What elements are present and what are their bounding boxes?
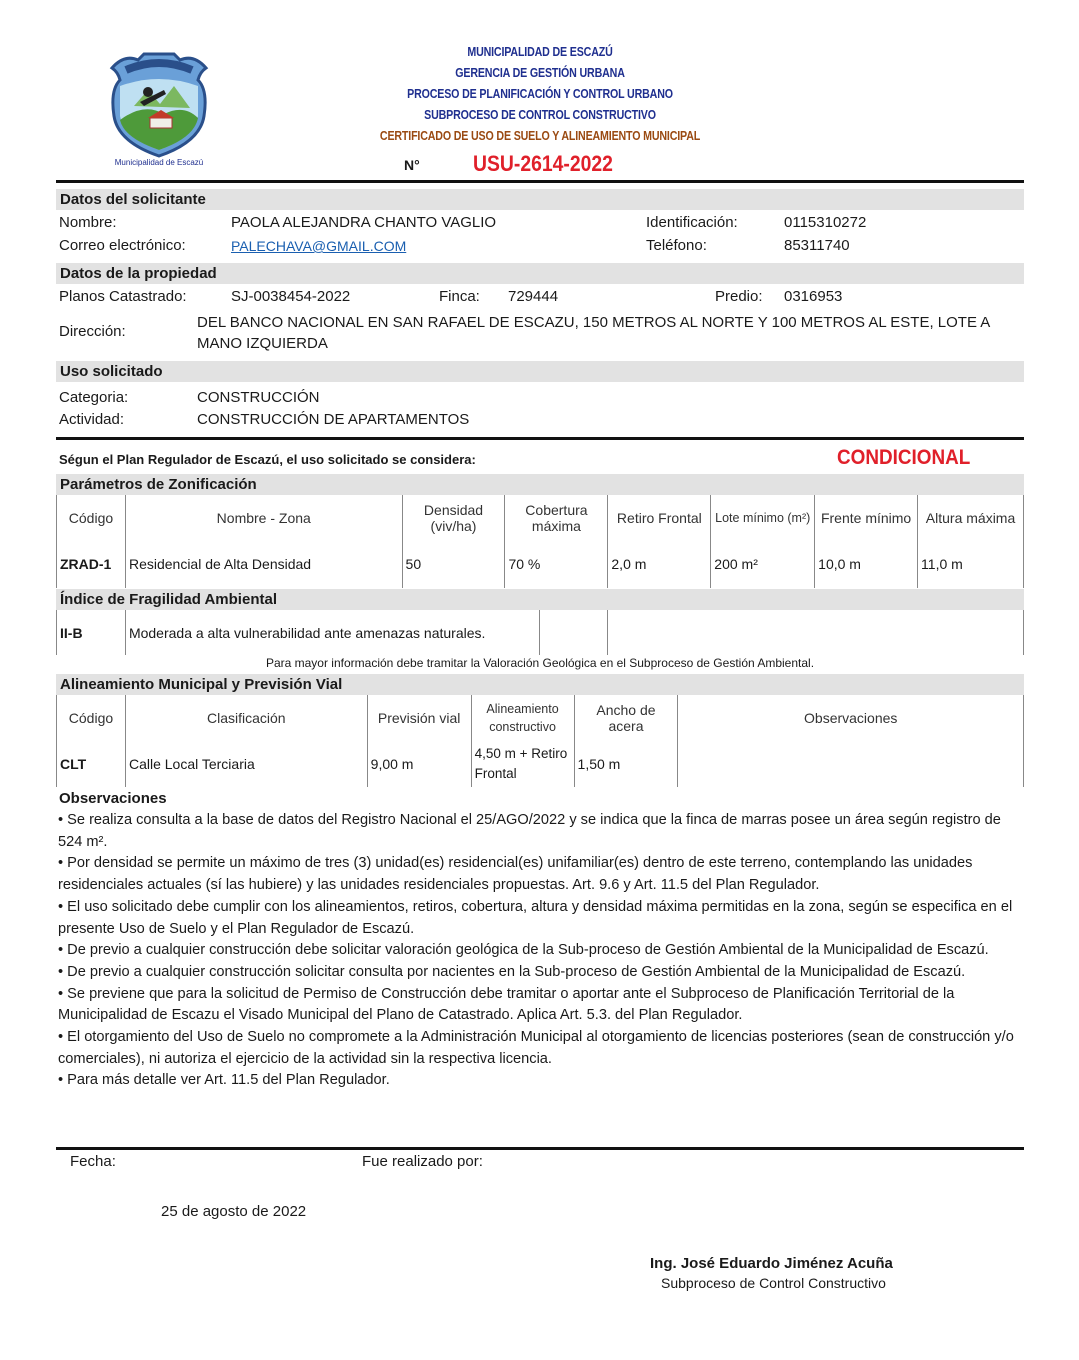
realizado-label: Fue realizado por: <box>362 1153 483 1170</box>
table-cell <box>608 610 1024 655</box>
header-line-proceso: PROCESO DE PLANIFICACIÓN Y CONTROL URBANO <box>407 86 673 101</box>
col-header: Densidad (viv/ha) <box>402 495 505 540</box>
header-line-subproceso: SUBPROCESO DE CONTROL CONSTRUCTIVO <box>424 107 656 122</box>
table-cell <box>678 740 1024 787</box>
table-cell: CLT <box>57 740 126 787</box>
fragilidad-table <box>56 610 1024 655</box>
table-cell: 10,0 m <box>815 540 918 588</box>
table-row <box>57 610 1024 655</box>
signer-name: Ing. José Eduardo Jiménez Acuña <box>650 1255 893 1272</box>
predio-value: 0316953 <box>784 288 843 305</box>
fecha-value: 25 de agosto de 2022 <box>161 1203 307 1220</box>
table-cell: 11,0 m <box>918 540 1024 588</box>
header-line-municipality: MUNICIPALIDAD DE ESCAZÚ <box>467 44 613 59</box>
col-header: Ancho de acera <box>574 695 678 740</box>
planos-value: SJ-0038454-2022 <box>231 288 351 305</box>
section-title-uso: Uso solicitado <box>60 363 163 380</box>
actividad-value: CONSTRUCCIÓN DE APARTAMENTOS <box>197 411 470 428</box>
table-row <box>57 740 1024 787</box>
col-header: Previsión vial <box>367 695 471 740</box>
header-line-certificado: CERTIFICADO DE USO DE SUELO Y ALINEAMIENTO MUNICIPAL <box>379 128 701 143</box>
predio-label: Predio: <box>715 288 763 305</box>
actividad-label: Actividad: <box>59 411 125 428</box>
signer-role: Subproceso de Control Constructivo <box>661 1275 886 1291</box>
uso-rule <box>56 437 1024 440</box>
table-cell: Residencial de Alta Densidad <box>125 540 402 588</box>
name-label: Nombre: <box>59 214 117 231</box>
finca-value: 729444 <box>508 288 559 305</box>
list-item: • De previo a cualquier construcción debe solicitar valoración geológica de la Sub-proceso de Gestión Ambiental de la Municipalidad de Escazú. <box>58 942 989 959</box>
table-cell: 1,50 m <box>574 740 678 787</box>
table-cell: 2,0 m <box>608 540 711 588</box>
fecha-label: Fecha: <box>70 1153 116 1170</box>
certificate-number: USU-2614-2022 <box>473 151 613 176</box>
result-condicional: CONDICIONAL <box>837 446 971 469</box>
col-header: Lote mínimo (m²) <box>711 495 815 540</box>
section-title-solicitante: Datos del solicitante <box>60 191 206 208</box>
col-header: Nombre - Zona <box>125 495 402 540</box>
direccion-label: Dirección: <box>59 323 126 340</box>
zonificacion-table <box>56 495 1024 588</box>
logo-caption: Municipalidad de Escazú <box>114 158 204 167</box>
section-title-fragilidad: Índice de Fragilidad Ambiental <box>60 591 277 608</box>
header-line-gerencia: GERENCIA DE GESTIÓN URBANA <box>455 65 625 80</box>
table-row <box>57 540 1024 588</box>
id-value: 0115310272 <box>784 214 867 231</box>
list-item: • El uso solicitado debe cumplir con los alineamientos, retiros, cobertura, altura y densidad máxima permitidas en la zona, según se especifica en el presente Uso de Suelo y el Plan Regulador de Escazú. <box>58 898 1013 937</box>
list-item: • Se previene que para la solicitud de Permiso de Construcción debe tramitar o aportar ante el Subproceso de Planificación Territorial de la Municipalidad de Escazu el Visado Municipal del Plano de Catastrado. Aplica Art. 5.3. del Plan Regulador. <box>58 985 955 1024</box>
zonificacion-header-row <box>57 495 1024 540</box>
table-cell: 200 m² <box>711 540 815 588</box>
col-header: Cobertura máxima <box>505 495 608 540</box>
fragilidad-code: II-B <box>57 610 126 655</box>
table-cell: 70 % <box>505 540 608 588</box>
col-header: Código <box>57 495 126 540</box>
section-title-zonificacion: Parámetros de Zonificación <box>60 476 257 493</box>
list-item: • Se realiza consulta a la base de datos del Registro Nacional el 25/AGO/2022 y se indica que la finca de marras posee un área según registro de 524 m². <box>58 812 1001 850</box>
table-cell: 4,50 m + Retiro Frontal <box>471 740 574 787</box>
planos-label: Planos Catastrado: <box>59 288 187 305</box>
email-label: Correo electrónico: <box>59 237 186 254</box>
fragilidad-note: Para mayor información debe tramitar la Valoración Geológica en el Subproceso de Gestión Ambiental. <box>265 656 815 670</box>
col-header: Clasificación <box>125 695 367 740</box>
municipal-logo <box>104 46 214 176</box>
col-header: Retiro Frontal <box>608 495 711 540</box>
phone-label: Teléfono: <box>646 237 707 254</box>
fragilidad-desc: Moderada a alta vulnerabilidad ante amenazas naturales. <box>125 610 539 655</box>
col-header: Código <box>57 695 126 740</box>
categoria-value: CONSTRUCCIÓN <box>197 389 320 406</box>
section-title-alineamiento: Alineamiento Municipal y Previsión Vial <box>60 676 343 693</box>
list-item: • Para más detalle ver Art. 11.5 del Plan Regulador. <box>58 1072 390 1089</box>
segun-text: Ségun el Plan Regulador de Escazú, el uso solicitado se considera: <box>59 452 476 467</box>
name-value: PAOLA ALEJANDRA CHANTO VAGLIO <box>231 214 497 231</box>
alineamiento-header-row <box>57 695 1024 740</box>
finca-label: Finca: <box>439 288 480 305</box>
header-rule <box>56 180 1024 183</box>
observaciones-title: Observaciones <box>59 790 167 807</box>
table-cell: 9,00 m <box>367 740 471 787</box>
direccion-value: DEL BANCO NACIONAL EN SAN RAFAEL DE ESCAZU, 150 METROS AL NORTE Y 100 METROS AL ESTE, LOTE A MANO IZQUIERDA <box>197 314 990 352</box>
table-cell <box>539 610 608 655</box>
escazu-shield-icon <box>104 46 214 158</box>
phone-value: 85311740 <box>784 237 850 254</box>
id-label: Identificación: <box>646 214 738 231</box>
footer-rule <box>56 1147 1024 1150</box>
list-item: • El otorgamiento del Uso de Suelo no compromete a la Administración Municipal al otorgamiento de licencias posteriores (sean de construcción y/o comerciales), ni autoriza el ejercicio de la actividad sin la respectiva licencia. <box>58 1029 1014 1067</box>
section-band-uso <box>56 361 1024 382</box>
table-cell: Calle Local Terciaria <box>125 740 367 787</box>
table-cell: 50 <box>402 540 505 588</box>
alineamiento-table <box>56 695 1024 787</box>
col-header: Frente mínimo <box>815 495 918 540</box>
col-header: Alineamiento constructivo <box>471 695 574 740</box>
list-item: • De previo a cualquier construcción solicitar consulta por nacientes en la Sub-proceso de Gestión Ambiental de la Municipalidad de Escazú. <box>58 963 966 980</box>
table-cell: ZRAD-1 <box>57 540 126 588</box>
col-header: Observaciones <box>678 695 1024 740</box>
categoria-label: Categoria: <box>59 389 129 406</box>
email-link[interactable]: PALECHAVA@GMAIL.COM <box>231 238 407 254</box>
list-item: • Por densidad se permite un máximo de tres (3) unidad(es) residencial(es) unifamiliar(es) dentro de este terreno, contemplando las unidades residenciales actuales (sí las hubiere) y las unidades residenciales propuestas. Art. 9.6 y Art. 11.5 del Plan Regulador. <box>58 855 973 894</box>
col-header: Altura máxima <box>918 495 1024 540</box>
section-title-propiedad: Datos de la propiedad <box>60 265 217 282</box>
number-label: N° <box>404 157 420 173</box>
observaciones-list <box>58 810 1028 1092</box>
